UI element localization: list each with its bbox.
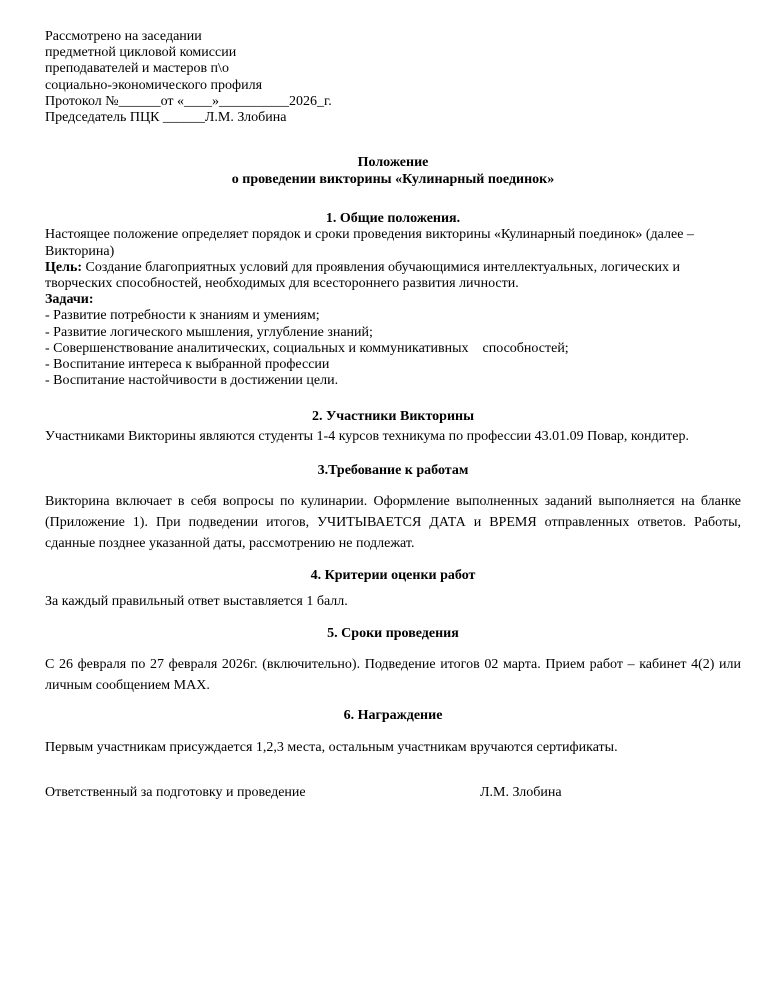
header-line-reviewed: Рассмотрено на заседании — [45, 29, 202, 44]
document-title-line-1: Положение — [357, 155, 429, 171]
section-participants-body: Участниками Викторины являются студенты 1-4 курсов техникума по профессии 43.01.09 Повар, кондитер. — [45, 428, 689, 444]
header-line-profile: социально-экономического профиля — [45, 77, 263, 93]
section-requirements-heading: 3.Требование к работам — [317, 462, 469, 478]
signature-row — [45, 782, 741, 803]
tasks-label: Задачи: — [45, 292, 94, 308]
approval-header — [45, 29, 741, 126]
section-criteria-body: За каждый правильный ответ выставляется 1 балл. — [45, 593, 348, 609]
goal-text: Создание благоприятных условий для проявления обучающимися интеллектуальных, логических и творческих способностей, необходимых для всестороннего развития личности. — [45, 259, 680, 291]
responsible-name: Л.М. Злобина — [480, 784, 562, 800]
task-item: - Воспитание интереса к выбранной профессии — [45, 356, 330, 372]
section-general-intro: Настоящее положение определяет порядок и сроки проведения викторины «Кулинарный поединок» (далее – Викторина) — [45, 227, 694, 259]
header-line-commission: предметной цикловой комиссии — [45, 45, 237, 61]
section-requirements-body: Викторина включает в себя вопросы по кулинарии. Оформление выполненных заданий выполняется на бланке (Приложение 1). При подведении итогов, УЧИТЫВАЕТСЯ ДАТА и ВРЕМЯ отправленных ответов. Работы, сданные позднее указанной даты, рассмотрению не подлежат. — [45, 494, 741, 552]
goal-label: Цель: — [45, 259, 83, 275]
header-line-chairman: Председатель ПЦК ______Л.М. Злобина — [45, 110, 287, 126]
section-dates-heading: 5. Сроки проведения — [327, 625, 459, 641]
section-general — [45, 211, 741, 390]
section-dates — [45, 626, 741, 697]
task-item: - Развитие потребности к знаниям и умениям; — [45, 308, 320, 324]
section-requirements — [45, 463, 741, 555]
section-awards — [45, 708, 741, 758]
section-general-heading: 1. Общие положения. — [325, 210, 461, 226]
header-line-protocol: Протокол №______от «____»__________2026_г. — [45, 93, 332, 109]
header-line-teachers: преподавателей и мастеров п\о — [45, 61, 229, 77]
section-awards-heading: 6. Награждение — [343, 708, 443, 724]
responsible-label: Ответственный за подготовку и проведение — [45, 784, 306, 800]
document-title — [45, 155, 741, 189]
document-title-line-2: о проведении викторины «Кулинарный поединок» — [231, 172, 555, 188]
task-item: - Развитие логического мышления, углубление знаний; — [45, 324, 373, 340]
tasks-list — [45, 308, 741, 389]
section-general-goal — [45, 260, 741, 292]
section-criteria — [45, 568, 741, 612]
section-awards-body: Первым участникам присуждается 1,2,3 места, остальным участникам вручаются сертификаты. — [45, 739, 618, 755]
section-criteria-heading: 4. Критерии оценки работ — [310, 568, 476, 584]
task-item: - Воспитание настойчивости в достижении цели. — [45, 373, 339, 389]
task-item: - Совершенствование аналитических, социальных и коммуникативных способностей; — [45, 340, 569, 356]
section-participants-heading: 2. Участники Викторины — [311, 409, 475, 425]
section-participants — [45, 409, 741, 447]
section-dates-body: С 26 февраля по 27 февраля 2026г. (включительно). Подведение итогов 02 марта. Прием работ – кабинет 4(2) или личным сообщением МАХ. — [45, 657, 741, 694]
